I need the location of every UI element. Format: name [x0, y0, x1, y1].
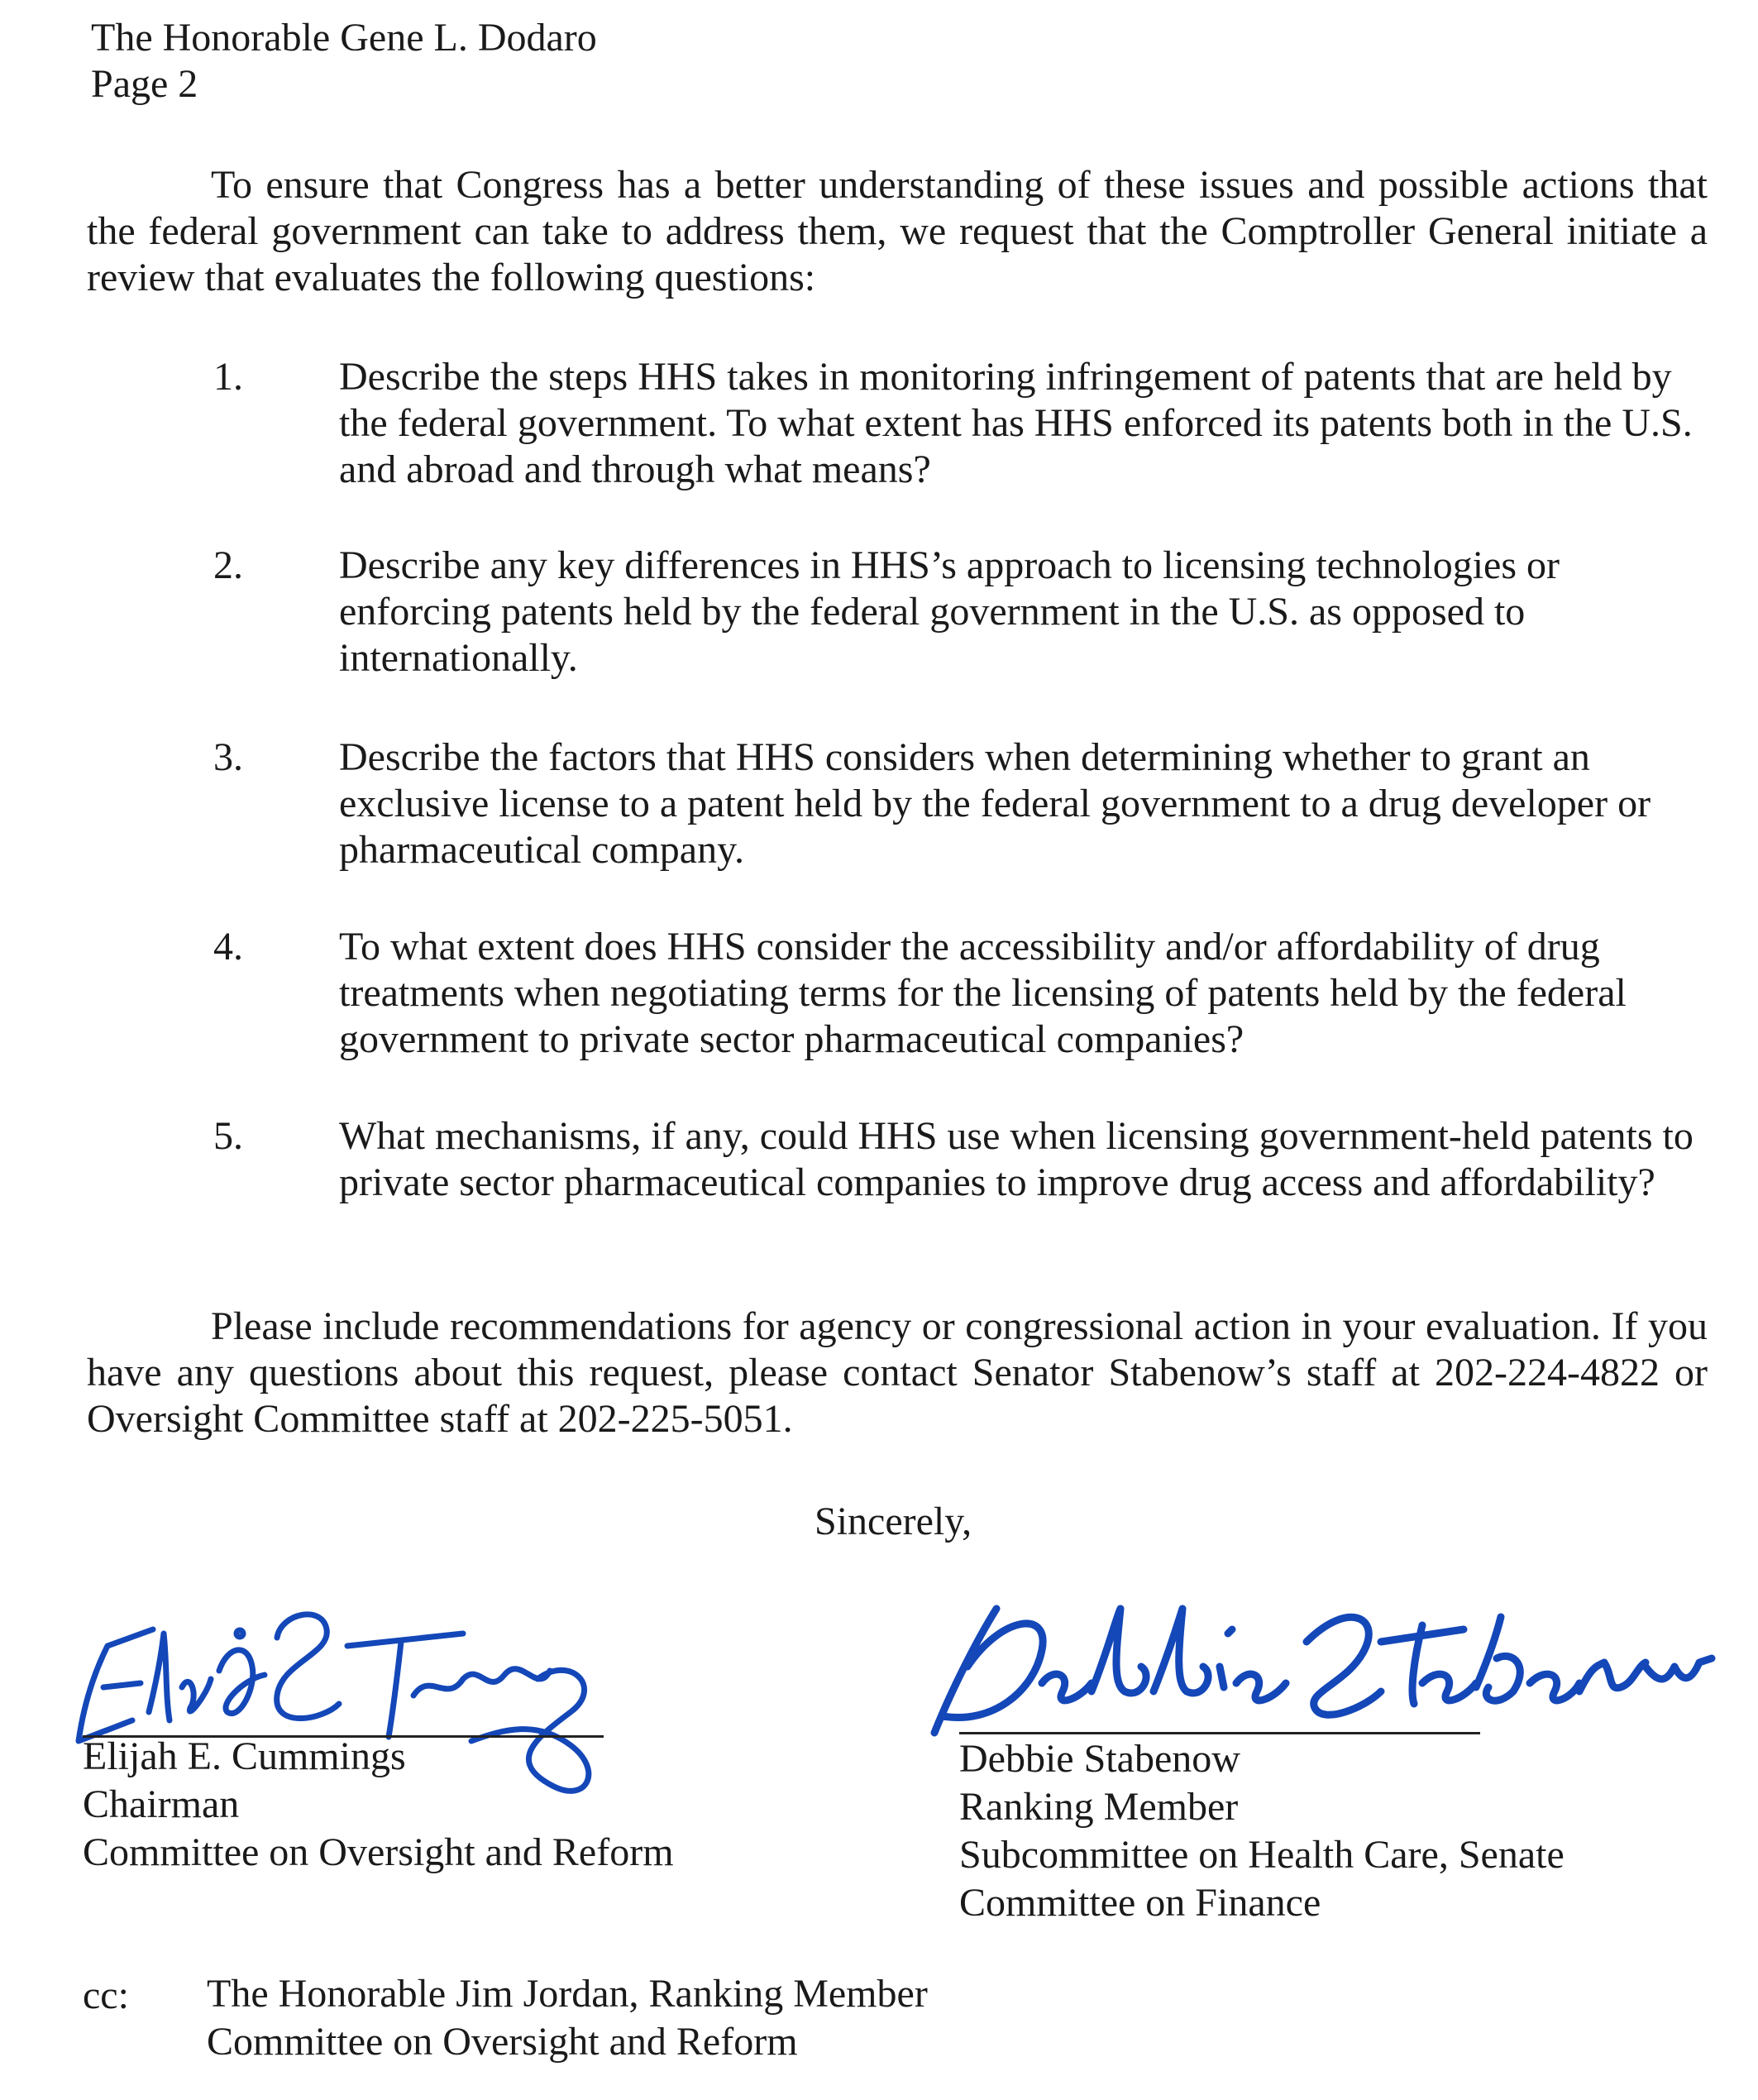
closing-paragraph [87, 1304, 1708, 1442]
sign-off: Sincerely, [815, 1500, 972, 1543]
question-number: 2. [213, 543, 243, 587]
signatory-block-1 [83, 1733, 674, 1877]
page-number: Page 2 [91, 62, 198, 106]
intro-paragraph [87, 162, 1708, 301]
signatory-title: Ranking Member [959, 1785, 1239, 1829]
intro-text: To ensure that Congress has a better understanding of these issues and possible actions that the federal government can take to address them, we request that the Comptroller General initiate a review that evaluates the following questions: [87, 163, 1708, 299]
stabenow-signature [918, 1584, 1712, 1749]
cc-label: cc: [83, 1973, 129, 2017]
question-number: 5. [213, 1114, 243, 1158]
signatory-committee-line1: Subcommittee on Health Care, Senate [959, 1833, 1565, 1877]
question-text: To what extent does HHS consider the accessibility and/or affordability of drug treatments when negotiating terms for the licensing of patents held by the federal government to private sector pharmaceutical companies? [339, 925, 1627, 1061]
cc-recipient: The Honorable Jim Jordan, Ranking Member [207, 1972, 928, 2016]
question-number: 4. [213, 925, 243, 969]
question-number: 3. [213, 735, 243, 779]
signatory-name: Debbie Stabenow [959, 1737, 1240, 1781]
question-number: 1. [213, 355, 243, 399]
question-text: Describe any key differences in HHS’s approach to licensing technologies or enforcing patents held by the federal government in the U.S. as opposed to internationally. [339, 543, 1560, 680]
recipient-line: The Honorable Gene L. Dodaro [91, 16, 597, 60]
question-text: Describe the factors that HHS considers when determining whether to grant an exclusive license to a patent held by the federal government to a drug developer or pharmaceutical company. [339, 735, 1651, 872]
signatory-title: Chairman [83, 1782, 240, 1826]
signatory-committee-line2: Committee on Finance [959, 1881, 1321, 1925]
cc-block [207, 1970, 928, 2066]
signatory-name: Elijah E. Cummings [83, 1734, 406, 1778]
signature-line [959, 1732, 1480, 1734]
signatory-block-2 [959, 1735, 1565, 1927]
closing-text: Please include recommendations for agency or congressional action in your evaluation. If you have any questions about this request, please contact Senator Stabenow’s staff at 202-224-4822 or Oversight Committee staff at 202-225-5051. [87, 1304, 1708, 1441]
cc-committee: Committee on Oversight and Reform [207, 2020, 798, 2064]
question-text: What mechanisms, if any, could HHS use when licensing government-held patents to private sector pharmaceutical companies to improve drug access and affordability? [339, 1114, 1694, 1204]
stabenow-signature-text [959, 1609, 965, 1655]
cummings-signature-text [91, 1609, 98, 1655]
signatory-committee: Committee on Oversight and Reform [83, 1830, 674, 1874]
question-text: Describe the steps HHS takes in monitoring infringement of patents that are held by the federal government. To what extent has HHS enforced its patents both in the U.S. and abroad and through what means? [339, 355, 1693, 491]
